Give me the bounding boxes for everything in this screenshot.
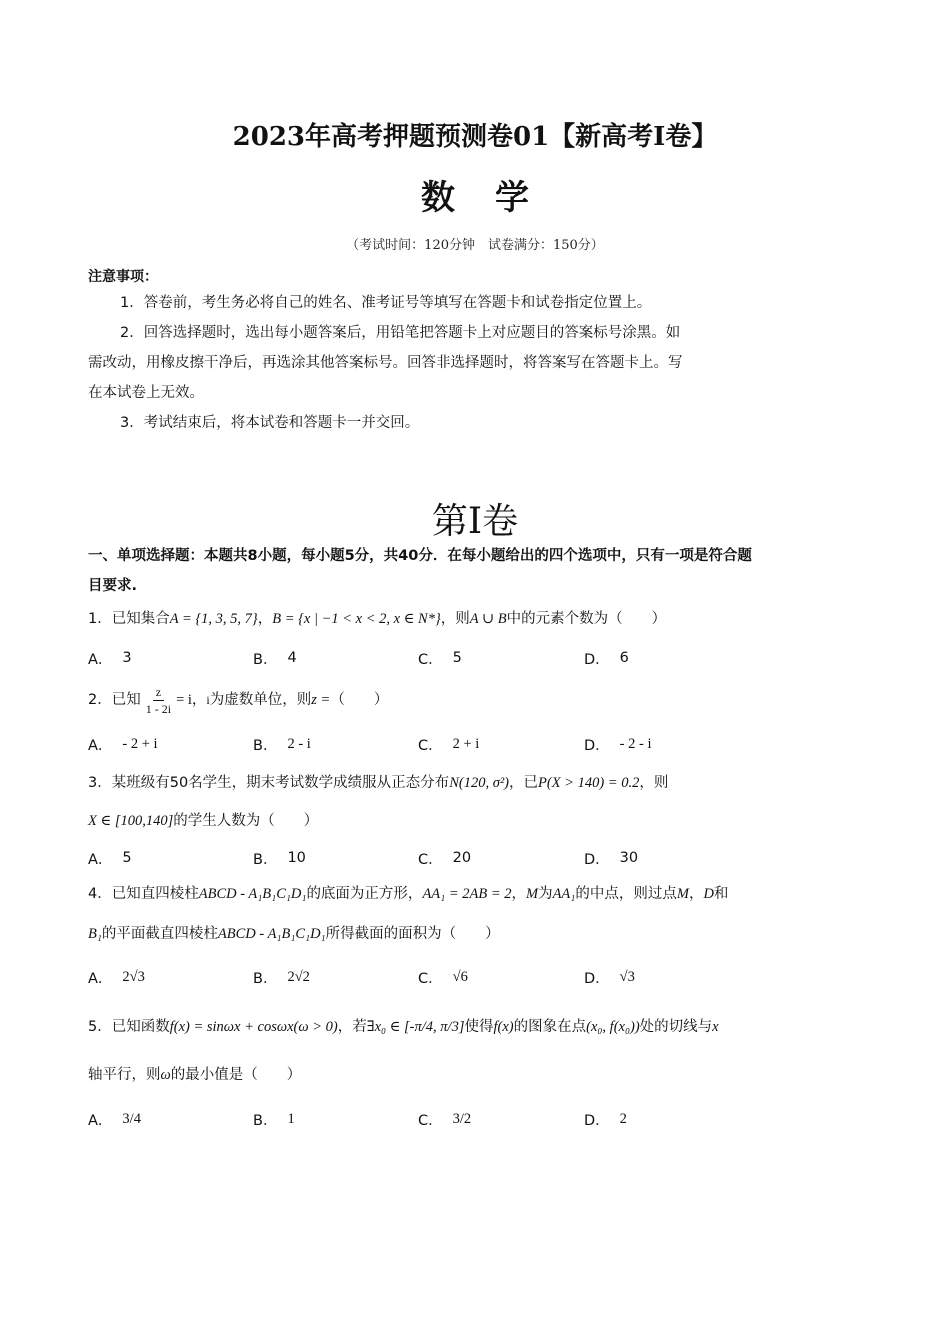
- option-label: A．: [88, 970, 113, 987]
- q2-option-b[interactable]: [253, 729, 311, 759]
- section-line-1: 一、单项选择题：本题共8小题，每小题5分，共40分．在每小题给出的四个选项中，只有一项是符合题: [88, 548, 752, 564]
- q4-text-h: 所得截面的面积为（ ）: [325, 926, 500, 942]
- option-value: 1: [287, 1110, 295, 1127]
- option-value: 4: [287, 650, 297, 666]
- q2-mid1: ，: [191, 692, 207, 708]
- option-value: √6: [452, 968, 468, 985]
- option-value: 5: [452, 650, 462, 666]
- option-value: - 2 - i: [619, 735, 652, 752]
- q5-function: f(x) = sinωx + cosωx(ω > 0): [169, 1019, 338, 1035]
- q5-prefix: 5．已知函数: [88, 1019, 170, 1035]
- q3-option-b[interactable]: [253, 843, 306, 873]
- q1-option-a[interactable]: [88, 643, 132, 673]
- option-label: C．: [418, 851, 443, 868]
- option-label: B．: [253, 1112, 278, 1129]
- option-label: A．: [88, 851, 113, 868]
- notice-item-2-cont: 需改动，用橡皮擦干净后，再选涂其他答案标号。回答非选择题时，将答案写在答题卡上。写: [88, 355, 683, 371]
- option-value: 3/2: [452, 1110, 472, 1127]
- q4-text-c: 为: [538, 886, 553, 902]
- option-label: D．: [584, 737, 610, 754]
- option-label: B．: [253, 651, 278, 668]
- q5-option-c[interactable]: [418, 1104, 471, 1134]
- q5-point: (x₀, f(x₀)): [586, 1019, 640, 1035]
- q4-option-c[interactable]: [418, 962, 468, 992]
- option-label: C．: [418, 737, 443, 754]
- q5-fx: f(x): [493, 1019, 514, 1035]
- exam-title: 2023年高考押题预测卷01【新高考Ⅰ卷】: [232, 122, 718, 152]
- q2-suffix: （ ）: [330, 692, 389, 708]
- option-label: C．: [418, 1112, 443, 1129]
- q5-option-d[interactable]: [584, 1104, 627, 1134]
- q5-mid4: 处的切线与: [639, 1019, 713, 1035]
- q3-line2-suffix: 的学生人数为（ ）: [173, 813, 319, 829]
- q4-text-b: ，: [511, 886, 526, 902]
- q4-text-d: 的中点，则过点: [575, 886, 677, 902]
- q4-text-f: 和: [713, 886, 729, 902]
- q3-option-c[interactable]: [418, 843, 471, 873]
- q5-exists: ∃x₀ ∈ [-π/4, π/3]: [366, 1019, 465, 1035]
- q4-option-a[interactable]: [88, 962, 145, 992]
- volume-title: 第Ⅰ卷: [431, 501, 519, 542]
- q4-point-m: M: [525, 886, 539, 902]
- q2-option-a[interactable]: [88, 729, 158, 759]
- q4-prism-2: ABCD - A₁B₁C₁D₁: [217, 926, 326, 942]
- q2-frac-den: 1 - 2i: [145, 701, 172, 716]
- q4-point-m2: M: [676, 886, 689, 902]
- q2-option-c[interactable]: [418, 729, 479, 759]
- q4-text-g: 的平面截直四棱柱: [101, 926, 218, 942]
- option-value: - 2 + i: [122, 735, 158, 752]
- q3-probability: P(X > 140) = 0.2: [538, 775, 640, 791]
- q4-option-b[interactable]: [253, 962, 310, 992]
- option-label: D．: [584, 851, 610, 868]
- q4-line-1: [88, 879, 868, 909]
- question-5: [88, 1012, 868, 1090]
- q5-option-b[interactable]: [253, 1104, 295, 1134]
- question-3: [88, 768, 868, 836]
- q5-mid3: 的图象在点: [513, 1019, 587, 1035]
- option-value: 2 + i: [452, 735, 480, 752]
- q4-equation: AA₁ = 2AB = 2: [422, 886, 512, 902]
- q4-line-2: [88, 919, 868, 949]
- option-value: 2 - i: [287, 735, 311, 752]
- option-label: D．: [584, 651, 610, 668]
- option-value: 2√2: [287, 968, 310, 985]
- subject-title: 数学: [421, 178, 569, 218]
- q1-set-b: B = {x | −1 < x < 2, x ∈ N*}: [272, 611, 441, 627]
- q4-option-d[interactable]: [584, 962, 635, 992]
- q1-option-d[interactable]: [584, 643, 629, 673]
- option-label: C．: [418, 651, 443, 668]
- q3-prefix: 3．某班级有50名学生，期末考试数学成绩服从正态分布: [88, 775, 450, 791]
- option-value: 10: [287, 850, 306, 866]
- option-label: A．: [88, 737, 113, 754]
- question-1: [88, 604, 868, 634]
- option-label: A．: [88, 1112, 113, 1129]
- q5-line-2: [88, 1060, 868, 1090]
- q1-option-b[interactable]: [253, 643, 297, 673]
- section-line-2: 目要求.: [88, 578, 138, 594]
- q2-frac-num: z: [153, 684, 164, 701]
- q1-option-c[interactable]: [418, 643, 462, 673]
- q5-line2-suffix: 的最小值是（ ）: [170, 1067, 302, 1083]
- option-label: C．: [418, 970, 443, 987]
- q2-eq: = i: [176, 692, 192, 708]
- q5-option-a[interactable]: [88, 1104, 141, 1134]
- option-label: B．: [253, 851, 278, 868]
- q2-option-d[interactable]: [584, 729, 651, 759]
- option-value: 5: [122, 850, 132, 866]
- q4-point-b1: B₁: [88, 926, 102, 942]
- question-4: [88, 879, 868, 949]
- q1-set-a: A = {1, 3, 5, 7}: [169, 611, 258, 627]
- option-label: D．: [584, 970, 610, 987]
- q5-line-1: [88, 1012, 868, 1042]
- q2-z-eq: z =: [311, 692, 331, 708]
- q4-prism: ABCD - A₁B₁C₁D₁: [198, 886, 307, 902]
- option-value: 3: [122, 650, 132, 666]
- q5-options: [88, 1104, 868, 1134]
- notice-block: [88, 288, 788, 438]
- q1-suffix-a: ，则: [440, 611, 470, 627]
- option-value: 6: [619, 650, 629, 666]
- q2-fraction: [143, 684, 174, 717]
- option-value: 30: [619, 850, 639, 866]
- notice-heading: 注意事项：: [88, 269, 158, 285]
- q4-edge-aa1: AA₁: [552, 886, 576, 902]
- q4-text-a: 的底面为正方形，: [306, 886, 423, 902]
- option-label: B．: [253, 737, 278, 754]
- q4-point-d: D: [703, 886, 714, 902]
- option-value: √3: [619, 968, 635, 985]
- option-value: 20: [452, 850, 472, 866]
- q3-suffix: ，则: [639, 775, 669, 791]
- q5-mid2: 使得: [464, 1019, 494, 1035]
- q1-mid: ，: [257, 611, 273, 627]
- q2-i-symbol: i: [206, 693, 210, 707]
- q3-options: [88, 843, 868, 873]
- notice-item-1: 1．答卷前，考生务必将自己的姓名、准考证号等填写在答题卡和试卷指定位置上。: [120, 295, 652, 311]
- option-label: A．: [88, 651, 113, 668]
- q2-options: [88, 729, 868, 759]
- option-label: B．: [253, 970, 278, 987]
- section-heading: [88, 541, 868, 601]
- q2-prefix: 2．已知: [88, 692, 141, 708]
- option-value: 2: [619, 1110, 627, 1127]
- q3-option-d[interactable]: [584, 843, 638, 873]
- q5-mid1: ，若: [337, 1019, 367, 1035]
- q5-line2-text: 轴平行，则: [88, 1067, 161, 1083]
- q3-option-a[interactable]: [88, 843, 132, 873]
- q4-options: [88, 962, 868, 992]
- notice-item-3: 3．考试结束后，将本试卷和答题卡一并交回。: [120, 415, 420, 431]
- q1-suffix-b: 中的元素个数为（ ）: [506, 611, 667, 627]
- q3-distribution: N(120, σ²): [449, 775, 510, 791]
- option-value: 3/4: [122, 1110, 141, 1127]
- option-label: D．: [584, 1112, 610, 1129]
- q2-mid2: 为虚数单位，则: [209, 692, 312, 708]
- q3-mid: ，已: [509, 775, 539, 791]
- q3-range: X ∈ [100,140]: [88, 813, 174, 829]
- q1-options: [88, 643, 868, 673]
- q3-line-2: [88, 806, 868, 836]
- q1-expr: A ∪ B: [469, 611, 507, 627]
- exam-info: （考试时间：120分钟 试卷满分：150分）: [346, 238, 604, 253]
- notice-item-2-end: 在本试卷上无效。: [88, 385, 204, 401]
- q4-text-e: ，: [688, 886, 704, 902]
- q3-line-1: [88, 768, 868, 798]
- q1-prefix: 1．已知集合: [88, 611, 170, 627]
- q5-x: x: [712, 1019, 719, 1035]
- q5-omega: ω: [160, 1067, 171, 1083]
- q4-prefix: 4．已知直四棱柱: [88, 886, 199, 902]
- question-2: [88, 682, 868, 718]
- option-value: 2√3: [122, 968, 145, 985]
- notice-item-2: 2．回答选择题时，选出每小题答案后，用铅笔把答题卡上对应题目的答案标号涂黑。如: [120, 325, 681, 341]
